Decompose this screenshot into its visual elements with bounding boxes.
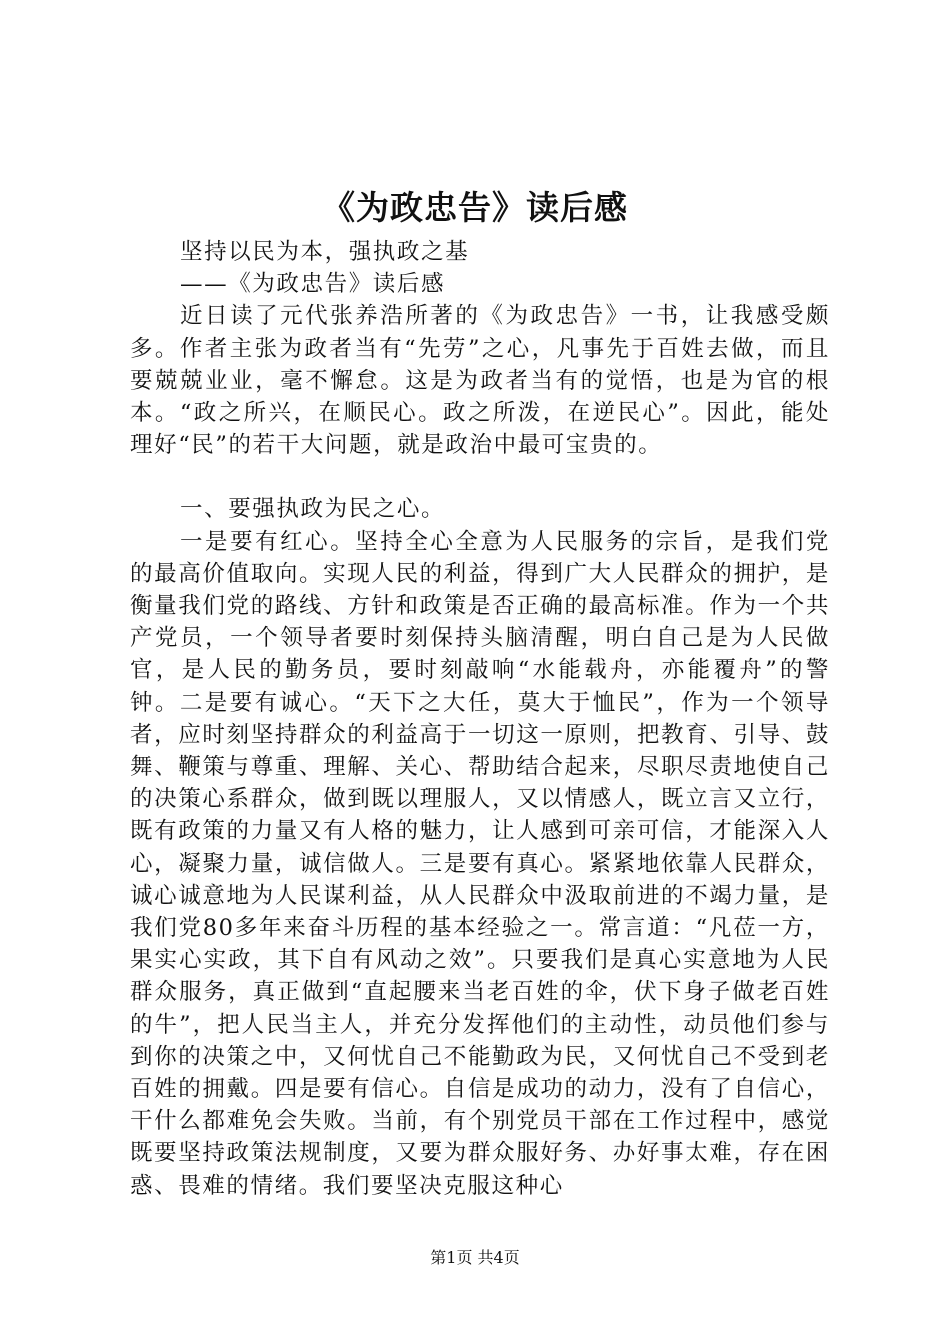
page-footer: 第1页 共4页 <box>430 1248 520 1267</box>
paragraph-spacer <box>130 461 830 493</box>
main-paragraph: 一是要有红心。坚持全心全意为人民服务的宗旨，是我们党的最高价值取向。实现人民的利益，得到广大人民群众的拥护，是衡量我们党的路线、方针和政策是否正确的最高标准。作为一个共产党员，一个领导者要时刻保持头脑清醒，明白自己是为人民做官，是人民的勤务员，要时刻敲响“水能载舟，亦能覆舟”的警钟。二是要有诚心。“天下之大任，莫大于恤民”，作为一个领导者，应时刻坚持群众的利益高于一切这一原则，把教育、引导、鼓舞、鞭策与尊重、理解、关心、帮助结合起来，尽职尽责地使自己的决策心系群众，做到既以理服人，又以情感人，既立言又立行，既有政策的力量又有人格的魅力，让人感到可亲可信，才能深入人心，凝聚力量，诚信做人。三是要有真心。紧紧地依靠人民群众，诚心诚意地为人民谋利益，从人民群众中汲取前进的不竭力量，是我们党80多年来奋斗历程的基本经验之一。常言道：“凡莅一方，果实心实政，其下自有风动之效”。只要我们是真心实意地为人民群众服务，真正做到“直起腰来当老百姓的伞，伏下身子做老百姓的牛”，把人民当主人，并充分发挥他们的主动性，动员他们参与到你的决策之中，又何忧自己不能勤政为民，又何忧自己不受到老百姓的拥戴。四是要有信心。自信是成功的动力，没有了自信心，干什么都难免会失败。当前，有个别党员干部在工作过程中，感觉既要坚持政策法规制度，又要为群众服好务、办好事太难，存在困惑、畏难的情绪。我们要坚决克服这种心 <box>130 528 830 1199</box>
subtitle-line-2: ——《为政忠告》读后感 <box>180 271 446 298</box>
section-heading: 一、要强执政为民之心。 <box>180 496 446 523</box>
subtitle-line-1: 坚持以民为本，强执政之基 <box>180 239 470 265</box>
page-title: 《为政忠告》读后感 <box>322 188 628 227</box>
document-body <box>130 236 830 1202</box>
intro-paragraph: 近日读了元代张养浩所著的《为政忠告》一书，让我感受颇多。作者主张为政者当有“先劳”之心，凡事先于百姓去做，而且要兢兢业业，毫不懈怠。这是为政者当有的觉悟，也是为官的根本。“政之所兴，在顺民心。政之所泼，在逆民心”。因此，能处理好“民”的若干大问题，就是政治中最可宝贵的。 <box>130 303 830 459</box>
